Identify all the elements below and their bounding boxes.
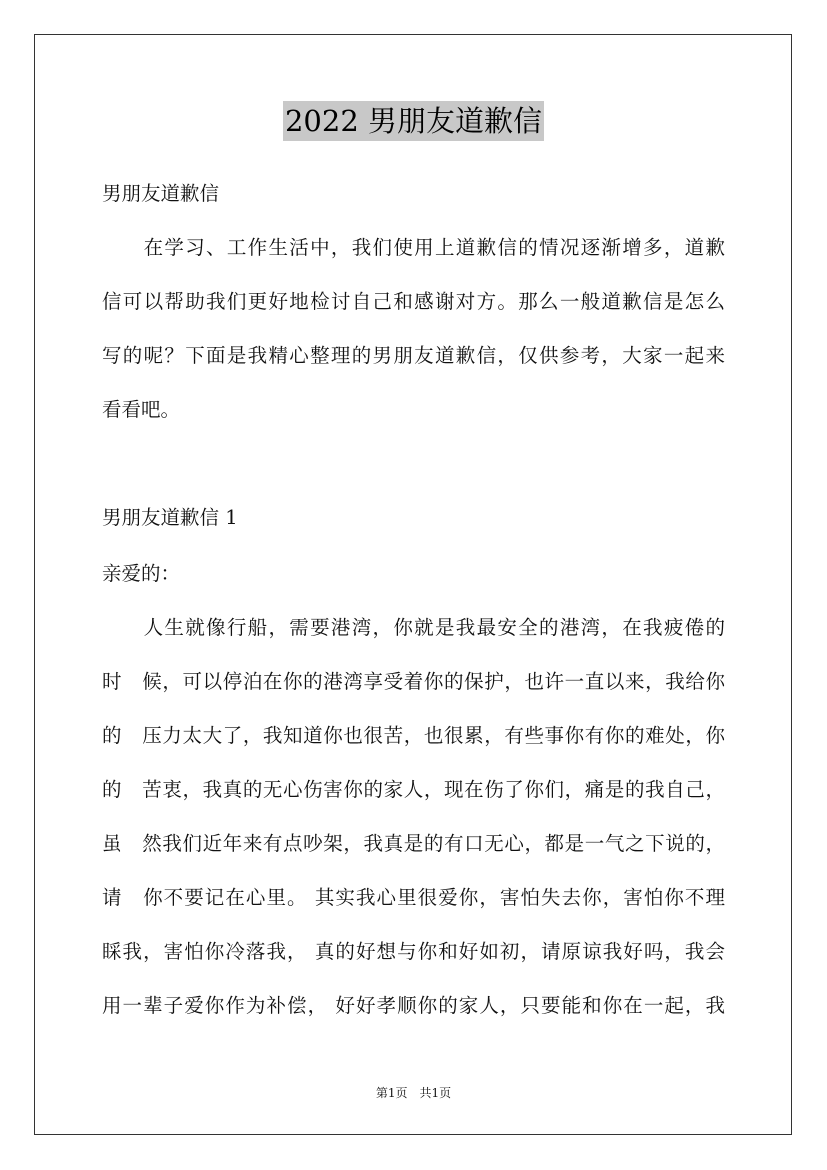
body-line: 用一辈子爱你作为补偿， 好好孝顺你的家人，只要能和你在一起，我 — [102, 994, 725, 1017]
section-heading: 男朋友道歉信 1 — [102, 506, 238, 529]
title-container — [0, 101, 827, 141]
body-line: 虽 然我们近年来有点吵架，我真是的有口无心，都是一气之下说的， — [102, 832, 725, 855]
intro-line: 在学习、工作生活中，我们使用上道歉信的情况逐渐增多，道歉 — [102, 236, 725, 259]
page-footer: 第1页 共1页 — [375, 1086, 452, 1100]
body-line: 睬我，害怕你冷落我， 真的好想与你和好如初，请原谅我好吗，我会 — [102, 940, 725, 963]
body-line: 的 苦衷，我真的无心伤害你的家人，现在伤了你们，痛是的我自己， — [102, 778, 725, 801]
intro-line: 看看吧。 — [102, 398, 181, 421]
intro-line: 写的呢？下面是我精心整理的男朋友道歉信，仅供参考，大家一起来 — [102, 344, 725, 367]
body-line: 请 你不要记在心里。 其实我心里很爱你，害怕失去你，害怕你不理 — [102, 886, 725, 909]
document-subtitle: 男朋友道歉信 — [102, 182, 220, 205]
body-line: 人生就像行船，需要港湾，你就是我最安全的港湾，在我疲倦的 — [102, 616, 725, 639]
body-line: 时 候，可以停泊在你的港湾享受着你的保护，也许一直以来，我给你 — [102, 670, 725, 693]
salutation: 亲爱的： — [102, 562, 181, 585]
document-title: 2022 男朋友道歉信 — [283, 101, 544, 141]
body-line: 的 压力太大了，我知道你也很苦，也很累，有些事你有你的难处，你 — [102, 724, 725, 747]
intro-line: 信可以帮助我们更好地检讨自己和感谢对方。那么一般道歉信是怎么 — [102, 290, 725, 313]
